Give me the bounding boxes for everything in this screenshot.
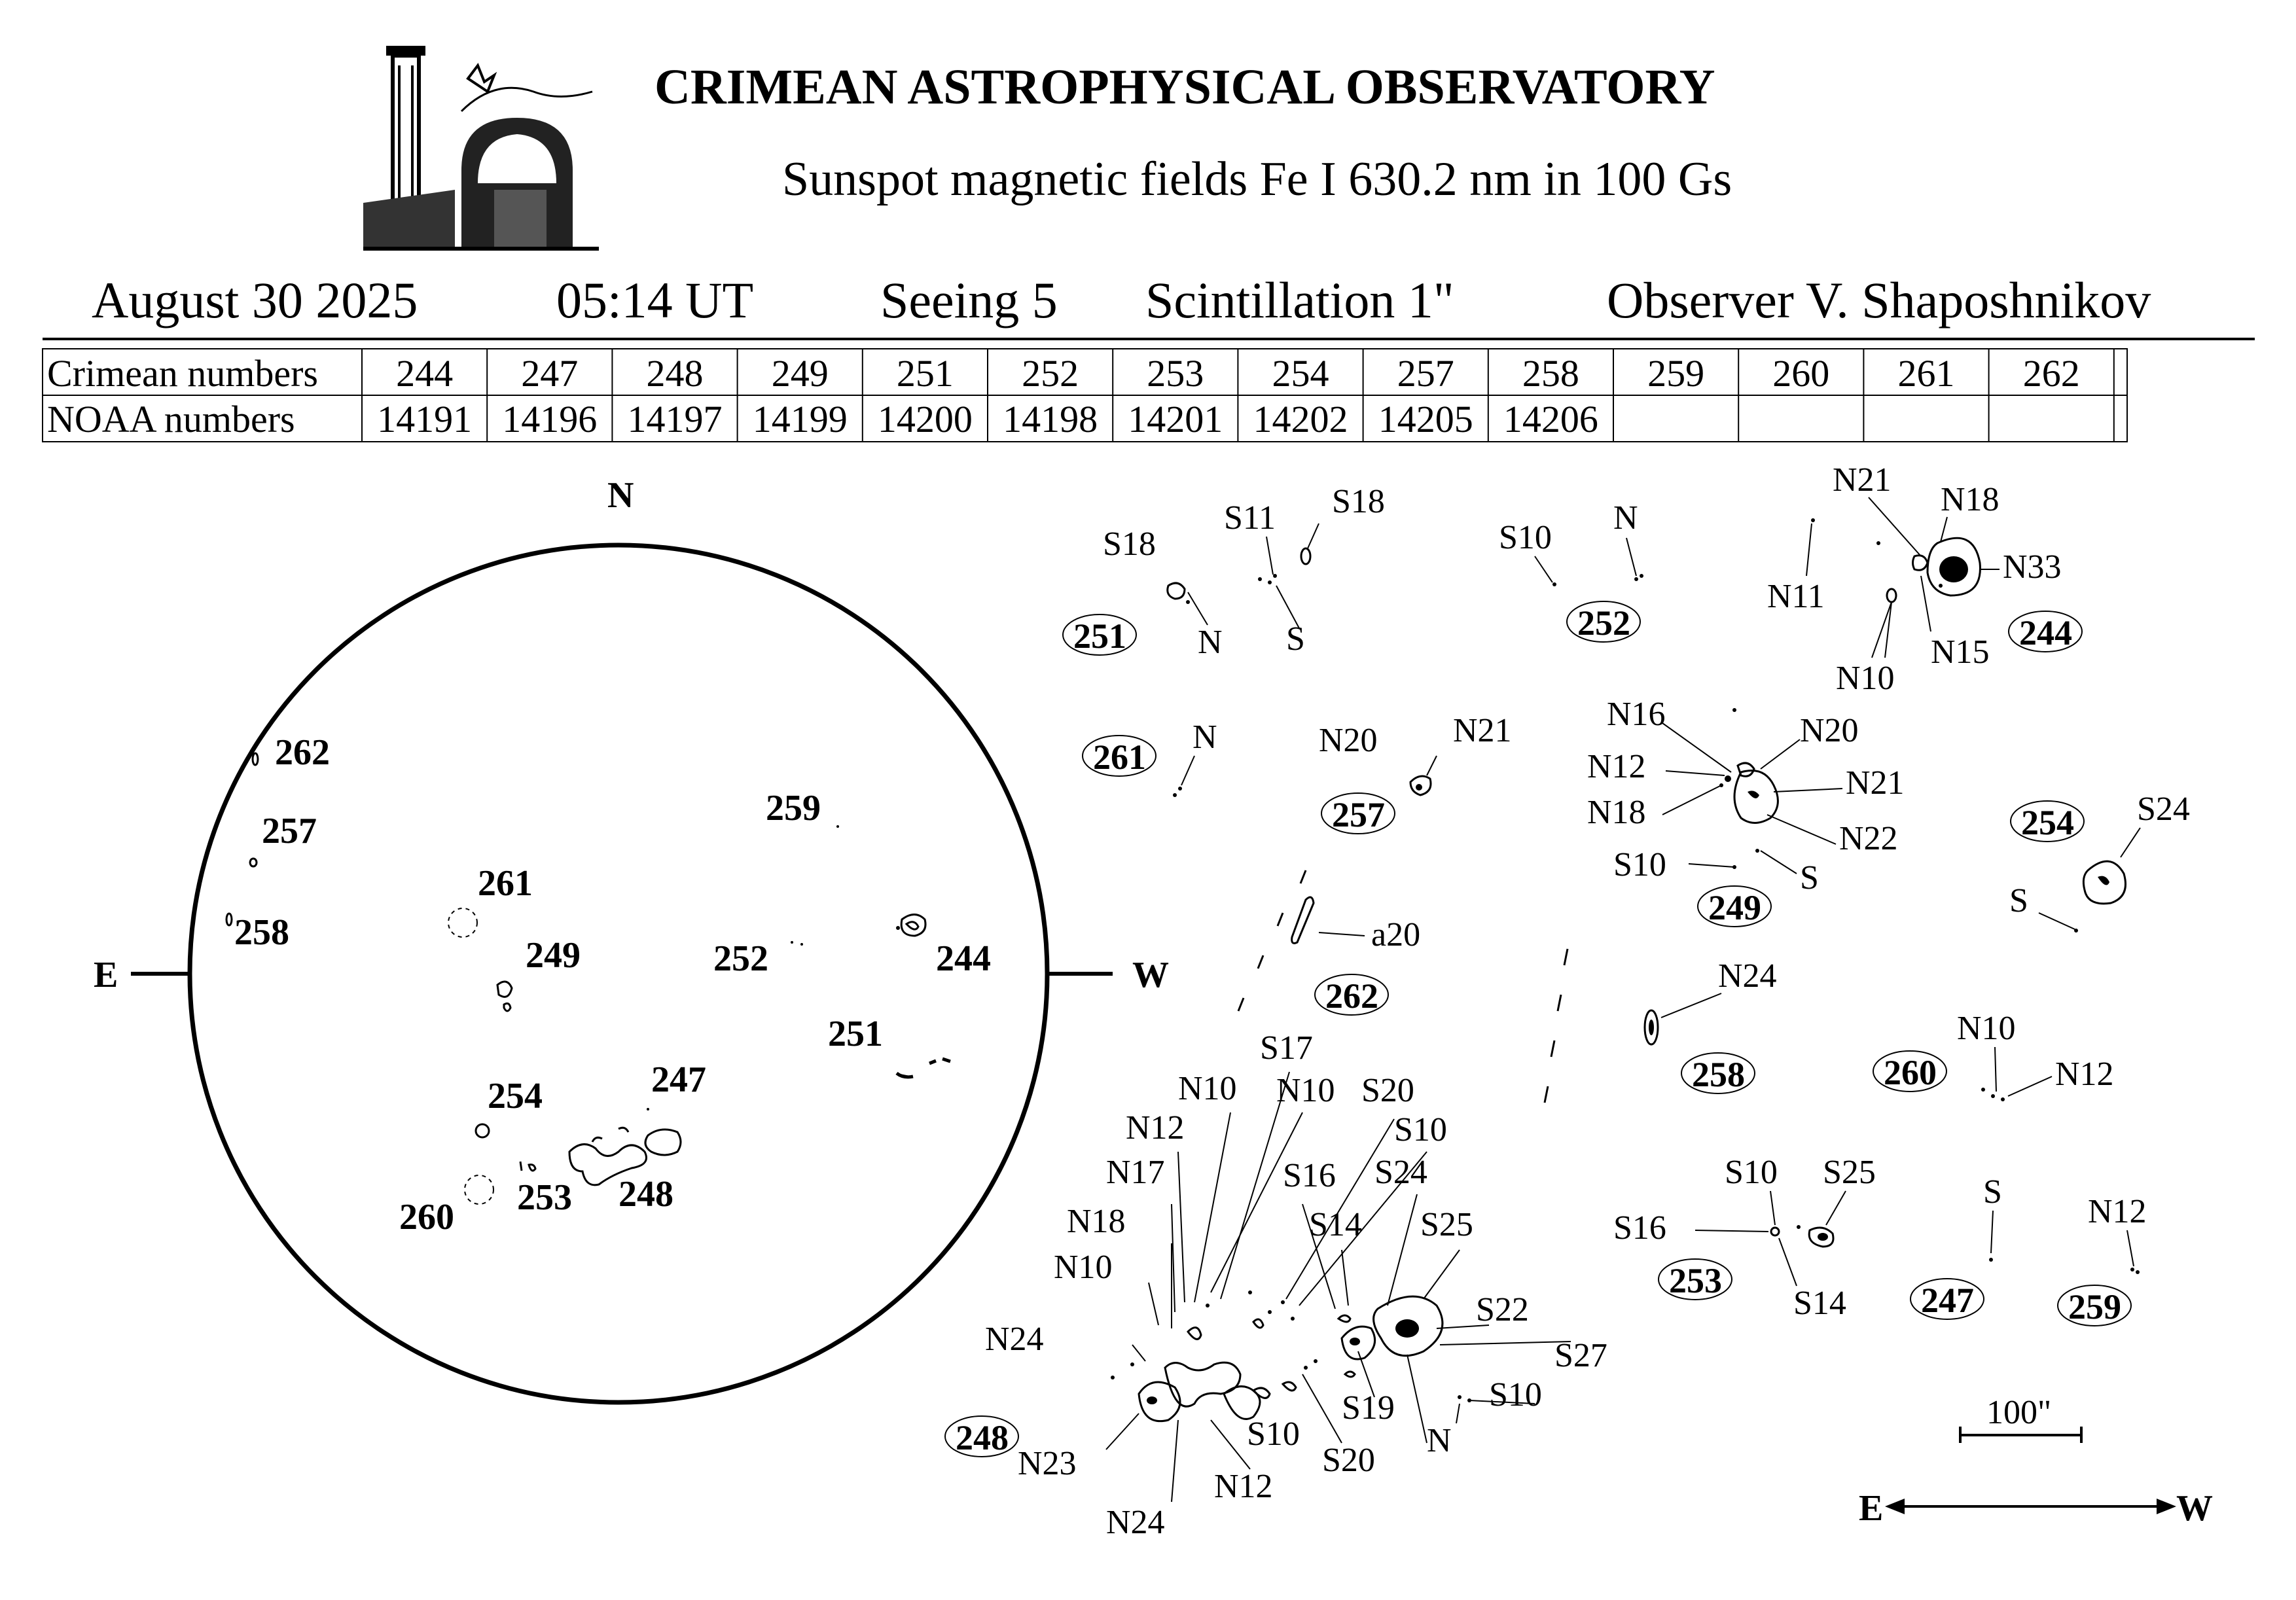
label-groups-g254-b: S <box>2009 882 2028 919</box>
disk-label-247: 247 <box>651 1059 706 1100</box>
label-groups-g249-e: N18 <box>1587 794 1646 831</box>
crimean-number-5: 252 <box>1022 352 1079 395</box>
label-groups-g261-id: 261 <box>1093 738 1146 777</box>
label-groups-g248-l-21: S20 <box>1322 1442 1375 1479</box>
disk-north-label: N <box>607 475 634 516</box>
label-groups-g257-b: N21 <box>1453 712 1512 749</box>
disk-label-251: 251 <box>828 1014 883 1054</box>
group-248 <box>945 1029 1607 1541</box>
label-groups-gS-c: S <box>1286 620 1305 658</box>
disk-east-label: E <box>94 955 118 995</box>
label-groups-g253-d: S14 <box>1793 1285 1846 1322</box>
disk-spot-251 <box>897 1059 950 1077</box>
obs-observer: Observer V. Shaposhnikov <box>1607 272 2151 329</box>
label-groups-g248-l-23: N24 <box>1106 1504 1165 1541</box>
label-groups-g249-id: 249 <box>1708 888 1761 927</box>
noaa-number-4: 14200 <box>877 398 973 440</box>
row-label-crimean: Crimean numbers <box>47 352 318 395</box>
disk-label-248: 248 <box>619 1174 673 1215</box>
label-groups-g248-l-15: S27 <box>1554 1337 1607 1374</box>
numbers-table <box>43 349 2127 442</box>
crimean-number-3: 249 <box>771 352 829 395</box>
label-groups-g248-l-0: S17 <box>1260 1029 1313 1067</box>
label-groups-g251-b: N <box>1198 624 1223 661</box>
label-groups-g248-l-12: N10 <box>1054 1249 1113 1286</box>
label-groups-g260-b: N12 <box>2055 1056 2114 1093</box>
label-groups-g259-id: 259 <box>2068 1287 2121 1326</box>
label-groups-g249-g: S10 <box>1613 846 1666 883</box>
label-groups-g254-id: 254 <box>2021 803 2074 842</box>
label-groups-g248-l-18: S10 <box>1247 1415 1300 1453</box>
label-groups-gS-b: S18 <box>1332 483 1385 520</box>
group-258 <box>1645 957 1777 1094</box>
noaa-number-7: 14202 <box>1253 398 1348 440</box>
disk-label-259: 259 <box>766 788 821 828</box>
noaa-number-3: 14199 <box>752 398 848 440</box>
label-groups-g247-a: S <box>1983 1173 2002 1211</box>
group-257 <box>1319 712 1512 834</box>
label-groups-gS-a: S11 <box>1224 499 1276 537</box>
label-scale-east: E <box>1859 1488 1884 1529</box>
label-groups-g244-b: N18 <box>1941 481 2000 518</box>
disk-spot-257 <box>250 859 257 866</box>
noaa-number-0: 14191 <box>377 398 473 440</box>
label-groups-g249-h: S <box>1800 859 1819 897</box>
disk-spot-253 <box>520 1162 535 1171</box>
east-west-arrow <box>1859 1488 2213 1529</box>
disk-spot-252 <box>800 943 803 946</box>
label-groups-g248-l-10: S14 <box>1309 1206 1362 1243</box>
crimean-number-7: 254 <box>1272 352 1329 395</box>
observatory-title: CRIMEAN ASTROPHYSICAL OBSERVATORY <box>655 60 1715 115</box>
label-groups-g248-l-7: S16 <box>1283 1157 1336 1194</box>
disk-spot-244 <box>901 915 925 936</box>
label-groups-g248-l-22: N12 <box>1214 1468 1273 1505</box>
disk-label-257: 257 <box>262 811 317 851</box>
label-groups-g248-l-2: N10 <box>1276 1072 1335 1109</box>
label-groups-g260-id: 260 <box>1884 1053 1937 1092</box>
label-groups-g262-a: a20 <box>1371 916 1421 953</box>
label-groups-g244-a: N21 <box>1833 461 1892 499</box>
disk-label-258: 258 <box>234 912 289 953</box>
disk-spot-261 <box>448 908 477 937</box>
label-groups-g249-a: N16 <box>1607 696 1666 733</box>
noaa-number-9: 14206 <box>1503 398 1598 440</box>
obs-time: 05:14 UT <box>556 272 754 329</box>
label-groups-g248-l-1: N10 <box>1178 1070 1237 1107</box>
group-254 <box>2009 791 2190 933</box>
label-groups-g252-id: 252 <box>1577 603 1630 643</box>
crimean-number-10: 259 <box>1647 352 1705 395</box>
label-groups-g253-a: S10 <box>1725 1154 1778 1191</box>
label-groups-g257-id: 257 <box>1332 795 1385 834</box>
label-groups-g254-a: S24 <box>2137 791 2190 828</box>
label-groups-g248-l-17: S19 <box>1342 1389 1395 1427</box>
label-groups-g249-c: N12 <box>1587 748 1646 785</box>
noaa-number-6: 14201 <box>1128 398 1223 440</box>
label-groups-g248-l-4: N12 <box>1126 1109 1185 1147</box>
label-groups-g261-a: N <box>1193 719 1217 756</box>
label-groups-g248-l-19: N <box>1427 1422 1452 1459</box>
label-groups-g249-f: N22 <box>1839 820 1898 857</box>
label-groups-g253-id: 253 <box>1669 1261 1722 1300</box>
disk-spot-259 <box>836 825 839 828</box>
disk-label-252: 252 <box>713 938 768 979</box>
label-groups-g244-c: N33 <box>2003 548 2062 586</box>
disk-label-249: 249 <box>526 935 581 976</box>
label-groups-g258-id: 258 <box>1692 1055 1745 1094</box>
group-unnumbered <box>1224 483 1385 658</box>
row-label-noaa: NOAA numbers <box>47 398 295 440</box>
disk-west-label: W <box>1132 955 1169 995</box>
label-groups-g259-a: N12 <box>2088 1193 2147 1230</box>
crimean-number-12: 261 <box>1897 352 1955 395</box>
disk-label-254: 254 <box>488 1076 543 1116</box>
label-groups-g257-a: N20 <box>1319 722 1378 759</box>
label-scale-bar: 100" <box>1986 1394 2052 1431</box>
disk-label-253: 253 <box>517 1177 572 1218</box>
noaa-number-2: 14197 <box>627 398 723 440</box>
crimean-number-6: 253 <box>1147 352 1204 395</box>
label-groups-g251-a: S18 <box>1103 525 1156 563</box>
label-groups-g249-d: N21 <box>1846 764 1905 802</box>
noaa-number-1: 14196 <box>502 398 598 440</box>
chart-subtitle: Sunspot magnetic fields Fe I 630.2 nm in 100 Gs <box>782 152 1732 206</box>
label-scale-west: W <box>2176 1488 2213 1529</box>
label-groups-g260-a: N10 <box>1957 1010 2016 1047</box>
label-groups-g248-l-11: S25 <box>1420 1206 1473 1243</box>
disk-limb <box>190 545 1047 1402</box>
label-groups-g248-l-13: S22 <box>1476 1291 1529 1328</box>
label-groups-g253-c: S16 <box>1613 1209 1666 1247</box>
label-groups-g248-l-3: S20 <box>1361 1072 1414 1109</box>
label-groups-g248-id: 248 <box>956 1418 1009 1457</box>
label-groups-g248-l-9: N18 <box>1067 1203 1126 1240</box>
disk-spot-262 <box>253 753 258 765</box>
crimean-number-11: 260 <box>1772 352 1830 395</box>
obs-seeing: Seeing 5 <box>880 272 1058 329</box>
solar-disk <box>94 475 1169 1402</box>
group-259 <box>2058 1193 2147 1326</box>
crimean-number-4: 251 <box>896 352 954 395</box>
group-244 <box>1767 461 2082 697</box>
group-251 <box>1063 525 1223 661</box>
label-groups-g258-a: N24 <box>1718 957 1777 995</box>
scale-bar <box>1960 1394 2081 1443</box>
label-groups-g244-e: N15 <box>1931 633 1990 671</box>
label-groups-g248-l-14: N24 <box>985 1321 1044 1358</box>
group-262 <box>1238 870 1568 1103</box>
label-groups-g248-l-6: N17 <box>1106 1154 1165 1191</box>
obs-date: August 30 2025 <box>92 272 418 329</box>
disk-spot-260 <box>465 1175 493 1204</box>
crimean-number-0: 244 <box>396 352 454 395</box>
label-groups-g248-l-5: S10 <box>1394 1111 1447 1148</box>
group-261 <box>1083 719 1217 797</box>
crimean-number-9: 258 <box>1522 352 1579 395</box>
group-252 <box>1499 499 1643 643</box>
label-groups-g253-b: S25 <box>1823 1154 1876 1191</box>
label-groups-g244-d: N11 <box>1767 578 1825 615</box>
label-groups-g248-l-8: S24 <box>1374 1154 1427 1191</box>
group-247 <box>1910 1173 2002 1320</box>
group-260 <box>1873 1010 2114 1101</box>
disk-spot-258 <box>226 914 232 925</box>
disk-label-260: 260 <box>399 1197 454 1237</box>
disk-label-261: 261 <box>478 863 533 904</box>
label-groups-g248-l-16: S10 <box>1489 1376 1542 1413</box>
disk-spot-249 <box>497 982 512 1011</box>
label-groups-g248-l-20: N23 <box>1018 1445 1077 1482</box>
crimean-number-1: 247 <box>521 352 579 395</box>
group-253 <box>1613 1154 1876 1322</box>
crimean-number-2: 248 <box>646 352 704 395</box>
label-groups-g244-f: N10 <box>1836 660 1895 697</box>
label-groups-g252-a: S10 <box>1499 519 1552 556</box>
observatory-logo <box>363 39 599 249</box>
crimean-number-8: 257 <box>1397 352 1454 395</box>
label-groups-g251-id: 251 <box>1073 616 1126 656</box>
label-groups-g252-b: N <box>1613 499 1638 537</box>
noaa-number-8: 14205 <box>1378 398 1473 440</box>
crimean-number-13: 262 <box>2022 352 2080 395</box>
label-groups-g244-id: 244 <box>2019 613 2072 652</box>
label-groups-g247-id: 247 <box>1921 1281 1974 1320</box>
obs-scintillation: Scintillation 1" <box>1145 272 1454 329</box>
noaa-number-5: 14198 <box>1003 398 1098 440</box>
disk-spot-254 <box>476 1124 489 1137</box>
disk-label-262: 262 <box>275 732 330 773</box>
label-groups-g262-id: 262 <box>1325 976 1378 1016</box>
group-249 <box>1587 696 1905 927</box>
disk-label-244: 244 <box>936 938 991 979</box>
label-groups-g249-b: N20 <box>1800 712 1859 749</box>
